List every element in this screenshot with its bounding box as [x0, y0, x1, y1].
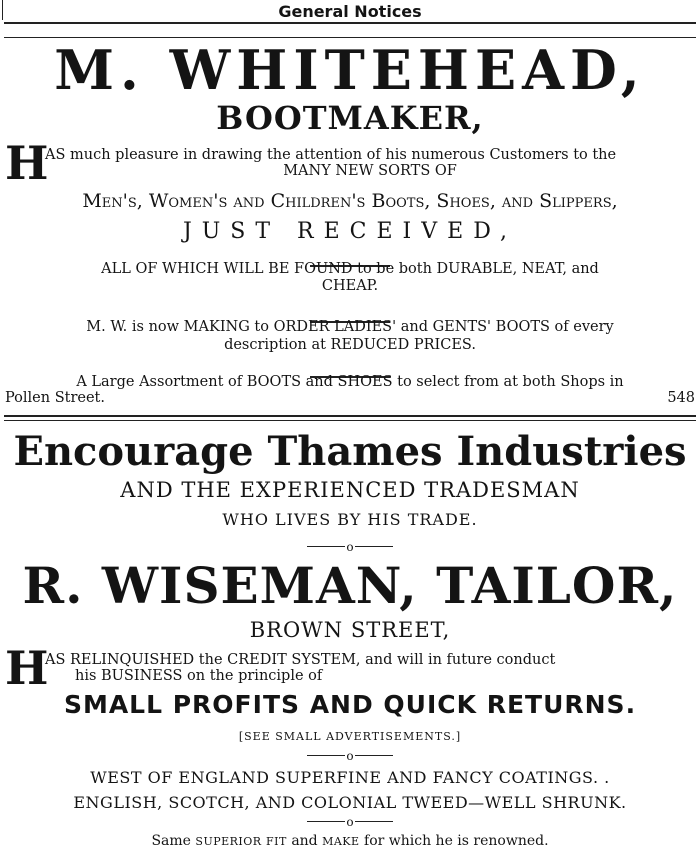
ad-number: 548 [667, 390, 695, 406]
durable-line-2: CHEAP. [321, 278, 379, 294]
products-line: Men's, Women's and Children's Boots, Shoes, and Slippers, [82, 190, 618, 212]
ad-separator-rule [4, 415, 696, 417]
advertiser-address: BROWN STREET, [249, 618, 451, 642]
tweeds-line: ENGLISH, SCOTCH, AND COLONIAL TWEED—WELL SHRUNK. [73, 793, 627, 812]
assortment-line-2: Pollen Street. [5, 390, 105, 406]
making-line-2: description at REDUCED PRICES. [224, 337, 476, 353]
section-header: General Notices [278, 2, 422, 21]
advertiser-trade: BOOTMAKER, [216, 99, 484, 137]
credit-line-1: AS RELINQUISHED the CREDIT SYSTEM, and will in future conduct [45, 652, 556, 668]
durable-line-1: ALL OF WHICH WILL BE FOUND to be both DURABLE, NEAT, and [101, 261, 599, 277]
intro-line-2: MANY NEW SORTS OF [283, 163, 457, 179]
just-received: JUST RECEIVED, [182, 219, 518, 244]
assortment-line-1: A Large Assortment of BOOTS and SHOES to select from at both Shops in [76, 374, 624, 390]
intro-paragraph [5, 136, 695, 190]
subheadline-2: WHO LIVES BY HIS TRADE. [222, 510, 478, 529]
advertiser-name: R. WISEMAN, TAILOR, [22, 556, 678, 615]
drop-cap-letter: H [5, 136, 49, 190]
subheadline-1: AND THE EXPERIENCED TRADESMAN [120, 478, 580, 502]
making-line-1: M. W. is now MAKING to ORDER LADIES' and GENTS' BOOTS of every [86, 319, 614, 335]
intro-line-1: AS much pleasure in drawing the attention of his numerous Customers to the [45, 147, 617, 163]
fit-line: Same SUPERIOR FIT and MAKE for which he is renowned. [151, 833, 549, 849]
drop-cap-letter: H [5, 641, 49, 695]
ad-headline: Encourage Thames Industries [13, 428, 687, 475]
credit-line-2: his BUSINESS on the principle of [75, 668, 323, 684]
ad-separator-rule [4, 420, 696, 421]
credit-paragraph [5, 641, 695, 695]
ornament-separator: o [0, 749, 700, 762]
header-rule [4, 22, 696, 24]
see-note: [SEE SMALL ADVERTISEMENTS.] [238, 730, 462, 743]
ornament-separator: o [0, 815, 700, 828]
advertiser-name: M. WHITEHEAD, [54, 38, 646, 102]
slogan: SMALL PROFITS AND QUICK RETURNS. [63, 690, 637, 719]
coatings-line: WEST OF ENGLAND SUPERFINE AND FANCY COATINGS. . [90, 768, 610, 787]
ornament-separator: o [0, 540, 700, 553]
